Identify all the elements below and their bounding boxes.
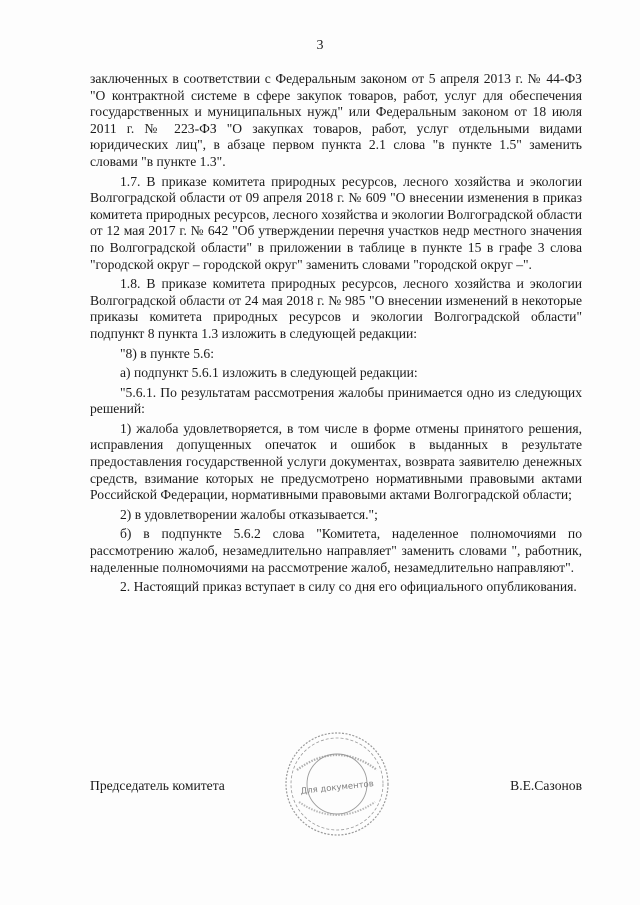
paragraph-2: 2. Настоящий приказ вступает в силу со дня его официального опубликования. xyxy=(120,579,577,595)
signature-block xyxy=(90,778,582,798)
signature-title: Председатель комитета xyxy=(90,778,225,793)
paragraph-continuation: заключенных в соответствии с Федеральным законом от 5 апреля 2013 г. № 44-ФЗ "О контрактной системе в сфере закупок товаров, работ, услуг для обеспечения государственных и муниципальных нужд" или Федеральным законом от 18 июля 2011 г. № 223-ФЗ "О закупках товаров, работ, услуг отдельными видами юридических лиц", в абзаце первом пункта 2.1 слова "в пункте 1.5" заменить словами "в пункте 1.3". xyxy=(90,71,582,169)
paragraph-point-8: "8) в пункте 5.6: xyxy=(120,345,215,361)
document-body xyxy=(90,71,582,599)
stamp-inner-text: Для документов xyxy=(300,779,375,797)
paragraph-1-7: 1.7. В приказе комитета природных ресурсов, лесного хозяйства и экологии Волгоградской области от 09 апреля 2018 г. № 609 "О внесении изменения в приказ комитета природных ресурсов, лесного хозяйства и экологии Волгоградской области от 12 мая 2017 г. № 642 "Об утверждении перечня участков недр местного значения по Волгоградской области" в приложении в таблице в пункте 15 в графе 3 слова "городской округ – городской округ" заменить словами "городской округ –". xyxy=(90,173,582,272)
signature-name: В.Е.Сазонов xyxy=(510,778,582,793)
paragraph-decision-2: 2) в удовлетворении жалобы отказывается."; xyxy=(120,506,378,522)
paragraph-5-6-1: "5.6.1. По результатам рассмотрения жалобы принимается одно из следующих решений: xyxy=(90,384,582,417)
paragraph-subpoint-a: а) подпункт 5.6.1 изложить в следующей редакции: xyxy=(120,365,418,381)
paragraph-decision-1: 1) жалоба удовлетворяется, в том числе в форме отмены принятого решения, исправления допущенных опечаток и ошибок в выданных в результате предоставления государственной услуги документах, возврата заявителю денежных средств, взимание которых не предусмотрено нормативными правовыми актами Российской Федерации, нормативными правовыми актами Волгоградской области; xyxy=(90,420,582,503)
paragraph-1-8: 1.8. В приказе комитета природных ресурсов, лесного хозяйства и экологии Волгоградской области от 24 мая 2018 г. № 985 "О внесении изменений в некоторые приказы комитета природных ресурсов и экологии Волгоградской области" подпункт 8 пункта 1.3 изложить в следующей редакции: xyxy=(90,276,582,341)
page-number: 3 xyxy=(316,38,324,53)
paragraph-subpoint-b: б) в подпункте 5.6.2 слова "Комитета, наделенное полномочиями по рассмотрению жалоб, незамедлительно направляет" заменить словами ", работник, наделенные полномочиями на рассмотрение жалоб, незамедлительно направляют". xyxy=(90,526,582,575)
